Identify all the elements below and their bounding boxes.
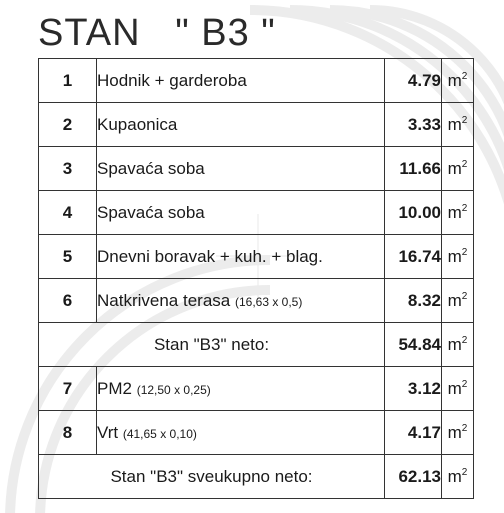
table-row (39, 279, 474, 323)
area-value: 3.12 (385, 367, 442, 411)
room-name: Dnevni boravak + kuh. + blag. (97, 235, 385, 279)
total-row (39, 455, 474, 499)
subtotal-label: Stan "B3" neto: (39, 323, 385, 367)
room-name: Vrt (41,65 x 0,10) (97, 411, 385, 455)
row-number: 2 (39, 103, 97, 147)
area-value: 10.00 (385, 191, 442, 235)
area-unit: $m^2$ (442, 411, 474, 455)
area-unit: $m^2$ (442, 59, 474, 103)
row-number: 1 (39, 59, 97, 103)
table-row (39, 235, 474, 279)
room-name: Spavaća soba (97, 147, 385, 191)
room-dimensions: (12,50 x 0,25) (136, 382, 211, 397)
page-title: STAN " B3 " (38, 12, 276, 54)
row-number: 6 (39, 279, 97, 323)
row-number: 4 (39, 191, 97, 235)
subtotal-row (39, 323, 474, 367)
area-unit: $m^2$ (442, 147, 474, 191)
row-number: 8 (39, 411, 97, 455)
area-unit: $m^2$ (442, 367, 474, 411)
area-value: 8.32 (385, 279, 442, 323)
row-number: 7 (39, 367, 97, 411)
subtotal-value: 54.84 (385, 323, 442, 367)
table-row (39, 191, 474, 235)
area-value: 11.66 (385, 147, 442, 191)
table-row (39, 59, 474, 103)
table-row (39, 147, 474, 191)
room-dimensions: (16,63 x 0,5) (234, 294, 303, 309)
area-value: 16.74 (385, 235, 442, 279)
area-unit: $m^2$ (442, 191, 474, 235)
area-unit: $m^2$ (442, 279, 474, 323)
area-value: 4.79 (385, 59, 442, 103)
room-name: Spavaća soba (97, 191, 385, 235)
room-name: PM2 (12,50 x 0,25) (97, 367, 385, 411)
total-label: Stan "B3" sveukupno neto: (39, 455, 385, 499)
area-unit: $m^2$ (442, 103, 474, 147)
room-name: Hodnik + garderoba (97, 59, 385, 103)
area-unit: $m^2$ (442, 235, 474, 279)
table-row (39, 367, 474, 411)
area-value: 3.33 (385, 103, 442, 147)
room-name: Kupaonica (97, 103, 385, 147)
room-dimensions: (41,65 x 0,10) (122, 426, 197, 441)
row-number: 5 (39, 235, 97, 279)
area-unit: $m^2$ (442, 455, 474, 499)
room-name: Natkrivena terasa (16,63 x 0,5) (97, 279, 385, 323)
area-value: 4.17 (385, 411, 442, 455)
room-area-table (38, 58, 474, 499)
total-value: 62.13 (385, 455, 442, 499)
table-row (39, 103, 474, 147)
area-unit: $m^2$ (442, 323, 474, 367)
table-row (39, 411, 474, 455)
row-number: 3 (39, 147, 97, 191)
